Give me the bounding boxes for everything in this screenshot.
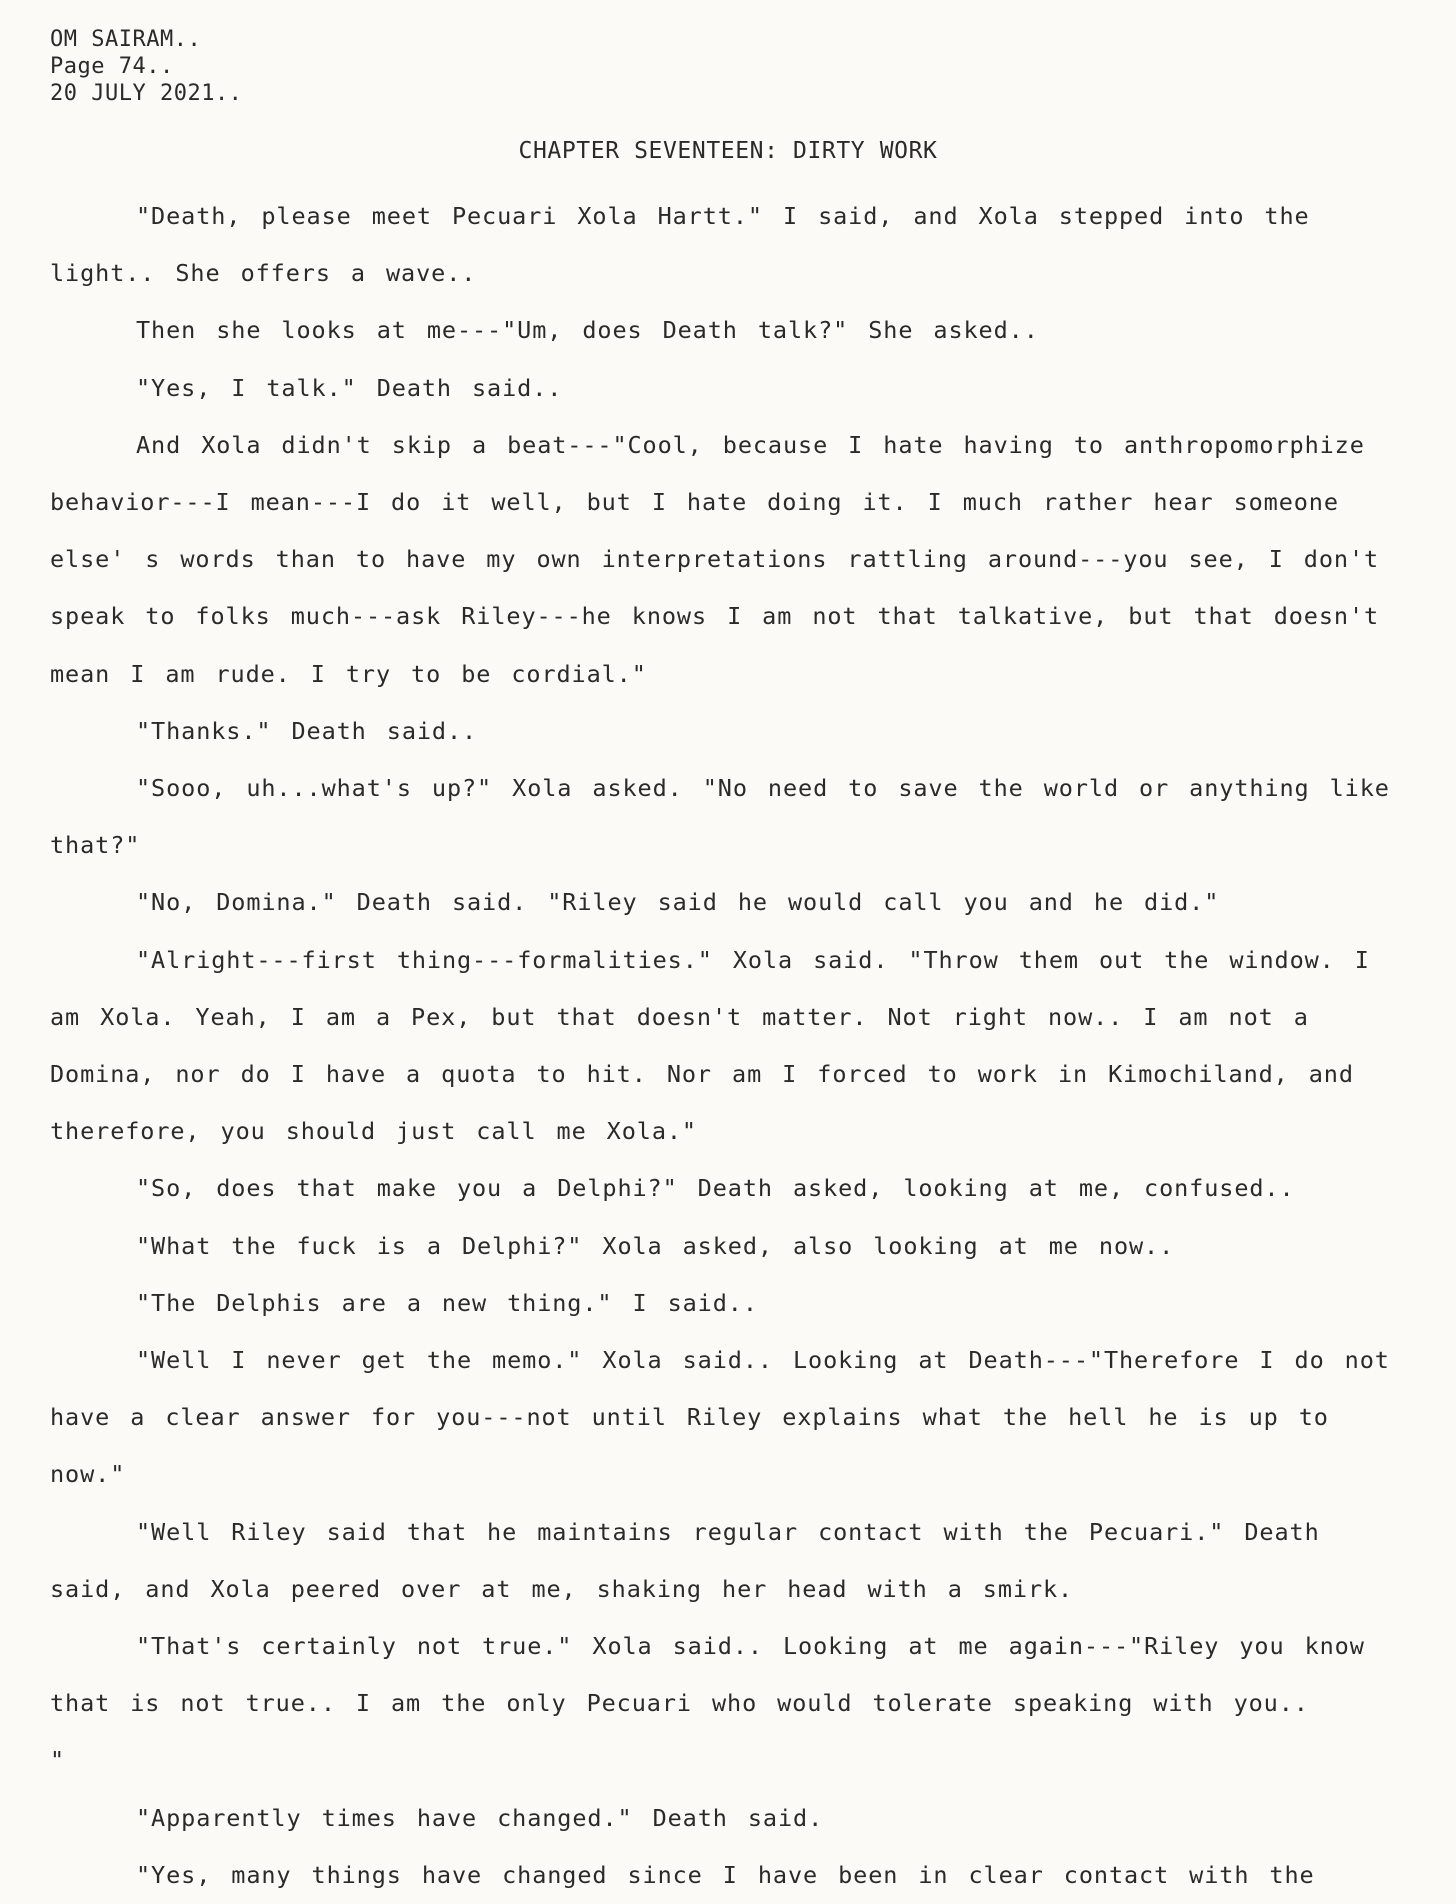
paragraph: "No, Domina." Death said. "Riley said he would call you and he did.": [136, 888, 1220, 917]
paragraph: Then she looks at me---"Um, does Death talk?" She asked..: [136, 316, 1039, 345]
paragraph: "Thanks." Death said..: [136, 716, 478, 745]
paragraph: "Yes, I talk." Death said..: [136, 373, 563, 402]
paragraph: "Sooo, uh...what's up?" Xola asked. "No need to save the world or anything like that?": [50, 774, 1390, 860]
paragraph: "The Delphis are a new thing." I said..: [136, 1288, 758, 1317]
paragraph: "Apparently times have changed." Death said.: [136, 1803, 824, 1832]
page-number: Page 74..: [50, 54, 174, 79]
paragraph: "That's certainly not true." Xola said.. Looking at me again---"Riley you know that is not true.. I am the only Pecuari who would tolerate speaking with you..: [50, 1632, 1365, 1718]
paragraph-continuation: ": [50, 1746, 66, 1775]
page-header: [50, 26, 242, 107]
page-date: 20 JULY 2021..: [50, 81, 243, 106]
paragraph: "Alright---first thing---formalities." Xola said. "Throw them out the window. I am Xola. Yeah, I am a Pex, but that doesn't matter. Not right now.. I am not a Domina, nor do I have a quota to hit. Nor am I forced to work in Kimochiland, and therefore, you should just call me Xola.": [50, 945, 1370, 1146]
paragraph: "What the fuck is a Delphi?" Xola asked, also looking at me now..: [136, 1231, 1175, 1260]
manuscript-body: [50, 188, 1410, 1904]
paragraph: "Death, please meet Pecuari Xola Hartt." I said, and Xola stepped into the light.. She offers a wave..: [50, 202, 1310, 288]
paragraph: "Well I never get the memo." Xola said.. Looking at Death---"Therefore I do not have a clear answer for you---not until Riley explains what the hell he is up to now.": [50, 1346, 1390, 1489]
paragraph: "So, does that make you a Delphi?" Death asked, looking at me, confused..: [136, 1174, 1295, 1203]
paragraph: And Xola didn't skip a beat---"Cool, because I hate having to anthropomorphize behavior---I mean---I do it well, but I hate doing it. I much rather hear someone else' s words than to have my own interpretations rattling around---you see, I don't speak to folks much---ask Riley---he knows I am not that talkative, but that doesn't mean I am rude. I try to be cordial.": [50, 430, 1380, 688]
paragraph: "Yes, many things have changed since I have been in clear contact with the: [136, 1860, 1315, 1889]
chapter-title: CHAPTER SEVENTEEN: DIRTY WORK: [518, 138, 938, 164]
paragraph: "Well Riley said that he maintains regular contact with the Pecuari." Death said, and Xola peered over at me, shaking her head with a smirk.: [50, 1517, 1320, 1603]
header-salutation: OM SAIRAM..: [50, 27, 202, 52]
